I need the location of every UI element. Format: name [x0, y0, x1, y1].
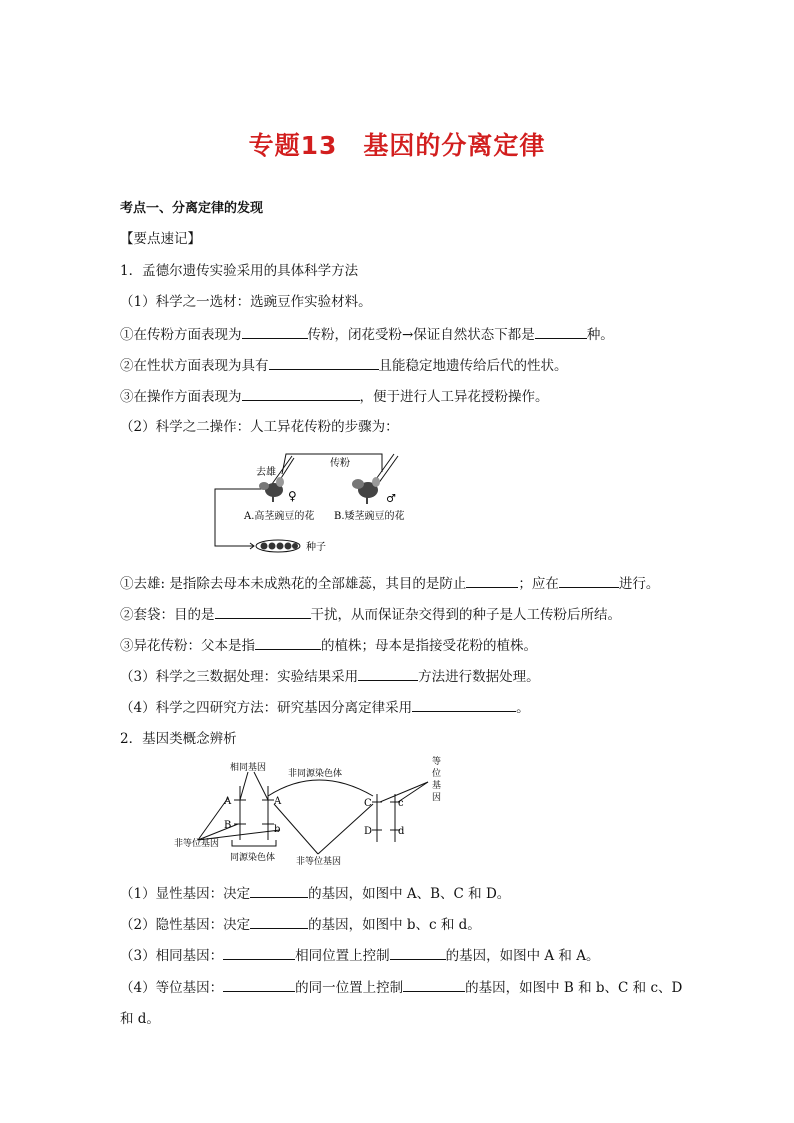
fill-blank[interactable] — [215, 605, 311, 619]
gene-D: D — [364, 826, 373, 837]
flower-b-label: B.矮茎豌豆的花 — [334, 511, 405, 522]
allele-label-char-2: 位 — [432, 769, 442, 779]
material-selection: （1）科学之一选材：选豌豆作实验材料。 — [120, 294, 372, 310]
same-gene-line: （3）相同基因： 相同位置上控制 的基因，如图中 A 和 A。 — [120, 948, 600, 964]
fill-blank[interactable] — [535, 325, 587, 339]
gene-b: b — [274, 824, 281, 835]
allele-label-char-1: 等 — [432, 757, 442, 767]
flower-b-icon — [352, 477, 380, 504]
operation-steps-heading: （2）科学之二操作：人工异花传粉的步骤为： — [120, 419, 399, 435]
cross-pollination-line: ③异花传粉：父本是指 的植株；母本是指接受花粉的植株。 — [120, 638, 537, 654]
male-symbol: ♂ — [386, 492, 396, 505]
fill-blank[interactable] — [403, 978, 465, 992]
fill-blank[interactable] — [412, 698, 516, 712]
gene-A-right: A — [274, 796, 282, 807]
fill-blank[interactable] — [466, 574, 518, 588]
paragraph-2-title: 2．基因类概念辨析 — [120, 731, 237, 747]
allele-label-char-3: 基 — [432, 781, 442, 791]
castrate-label: 去雄 — [256, 467, 276, 478]
memo-heading: 【要点速记】 — [120, 231, 201, 247]
allele-line: （4）等位基因： 的同一位置上控制 的基因，如图中 B 和 b、C 和 c、D — [120, 980, 683, 996]
section-heading: 考点一、分离定律的发现 — [120, 201, 264, 216]
pollinate-label: 传粉 — [330, 458, 350, 469]
nonallele-left-label: 非等位基因 — [174, 839, 220, 849]
fill-blank[interactable] — [223, 946, 295, 960]
flower-a-label: A.高茎豌豆的花 — [244, 511, 315, 522]
paragraph-1-title: 1．孟德尔遗传实验采用的具体科学方法 — [120, 263, 359, 279]
operation-line: ③在操作方面表现为 ，便于进行人工异花授粉操作。 — [120, 389, 549, 405]
fill-blank[interactable] — [223, 978, 295, 992]
gene-C: C — [364, 798, 372, 809]
same-gene-label: 相同基因 — [230, 763, 267, 773]
allele-line-end: 和 d。 — [120, 1011, 160, 1027]
nonallele-bottom-label: 非等位基因 — [296, 857, 342, 867]
gene-c: c — [398, 798, 404, 809]
data-processing-line: （3）科学之三数据处理：实验结果采用 方法进行数据处理。 — [120, 669, 540, 685]
allele-label-char-4: 因 — [432, 793, 442, 803]
page-title: 专题13 基因的分离定律 — [248, 131, 546, 160]
gene-A-left: A — [224, 796, 232, 807]
flower-a-icon — [259, 477, 284, 502]
seed-label: 种子 — [306, 542, 326, 553]
nonhomologous-label: 非同源染色体 — [288, 769, 343, 779]
female-symbol: ♀ — [288, 489, 297, 503]
fill-blank[interactable] — [390, 946, 446, 960]
trait-line: ②在性状方面表现为具有 且能稳定地遗传给后代的性状。 — [120, 358, 568, 374]
gene-d: d — [398, 826, 405, 837]
recessive-gene-line: （2）隐性基因：决定 的基因，如图中 b、c 和 d。 — [120, 917, 481, 933]
seed-pod-icon — [256, 540, 300, 552]
cross-pollination-diagram — [206, 446, 426, 558]
fill-blank[interactable] — [242, 325, 308, 339]
fill-blank[interactable] — [559, 574, 619, 588]
gene-concept-diagram — [168, 756, 456, 870]
fill-blank[interactable] — [269, 356, 379, 370]
fill-blank[interactable] — [250, 915, 308, 929]
fill-blank[interactable] — [255, 636, 321, 650]
bagging-line: ②套袋：目的是 干扰，从而保证杂交得到的种子是人工传粉后所结。 — [120, 607, 621, 623]
fill-blank[interactable] — [242, 387, 360, 401]
homologous-label: 同源染色体 — [230, 853, 276, 863]
research-method-line: （4）科学之四研究方法：研究基因分离定律采用 。 — [120, 700, 530, 716]
castration-line: ①去雄: 是指除去母本未成熟花的全部雄蕊，其目的是防止 ；应在 进行。 — [120, 576, 660, 592]
fill-blank[interactable] — [250, 884, 308, 898]
dominant-gene-line: （1）显性基因：决定 的基因，如图中 A、B、C 和 D。 — [120, 886, 511, 902]
pollination-line: ①在传粉方面表现为 传粉，闭花受粉→保证自然状态下都是 种。 — [120, 327, 614, 343]
fill-blank[interactable] — [358, 667, 418, 681]
gene-B: B — [224, 820, 232, 831]
